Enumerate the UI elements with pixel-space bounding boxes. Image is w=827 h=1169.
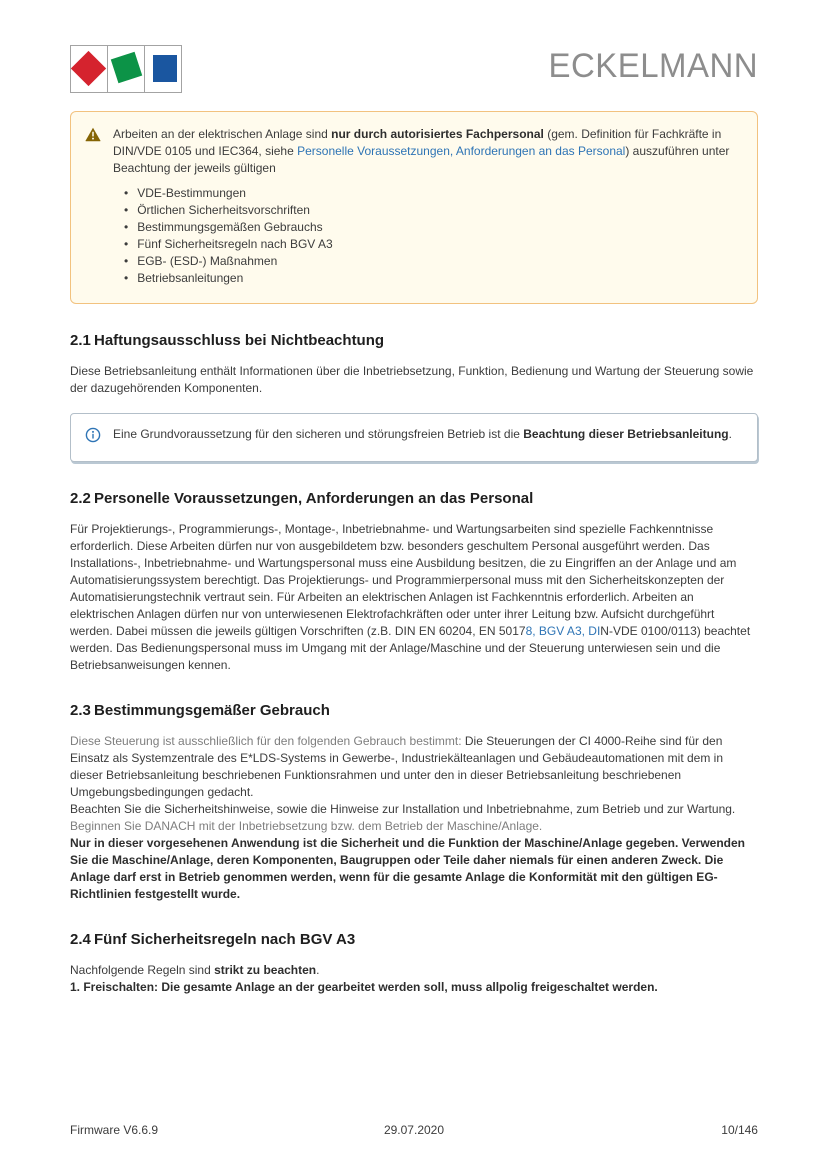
text-segment: Diese Betriebsanleitung enthält Informationen über die Inbetriebsetzung, Funktion, Bedienung und Wartung der Steuerung sowie der dazugehörenden Komponenten. xyxy=(70,364,754,395)
section-title: Fünf Sicherheitsregeln nach BGV A3 xyxy=(94,931,356,948)
section-2-1-paragraph xyxy=(70,363,758,397)
footer-page-number: 10/146 xyxy=(721,1123,758,1137)
text-segment: Eine Grundvoraussetzung für den sicheren und störungsfreien Betrieb ist die xyxy=(113,427,524,441)
text-segment: strikt zu beachten xyxy=(214,963,317,977)
section-heading-2-2 xyxy=(70,490,758,508)
logo-green-square xyxy=(111,52,143,84)
text-segment: nur durch autorisiertes Fachpersonal xyxy=(331,127,544,141)
section-title: Haftungsausschluss bei Nichtbeachtung xyxy=(94,332,385,349)
inline-link[interactable]: 8, BGV A3, DI xyxy=(525,624,601,638)
logo-blue-square xyxy=(153,55,177,82)
text-segment: Nachfolgende Regeln sind xyxy=(70,963,215,977)
info-paragraph xyxy=(113,426,743,443)
text-segment: . xyxy=(728,427,732,441)
info-circle-icon xyxy=(85,426,101,448)
section-2-2-paragraph xyxy=(70,521,758,674)
logo-red-diamond xyxy=(71,51,106,86)
bullet-item: • Betriebsanleitungen xyxy=(124,270,743,287)
warning-paragraph xyxy=(113,126,743,177)
section-heading-2-1 xyxy=(70,332,758,350)
inline-link[interactable]: Personelle Voraussetzungen, Anforderungen an das Personal xyxy=(297,144,626,158)
warning-triangle-icon xyxy=(85,126,101,287)
section-2-3-paragraph xyxy=(70,733,758,903)
section-heading-2-3 xyxy=(70,702,758,720)
bullet-item: • VDE-Bestimmungen xyxy=(124,185,743,202)
section-heading-2-4 xyxy=(70,931,758,949)
eckelmann-logo xyxy=(70,45,182,93)
section-number: 2.2 xyxy=(70,490,91,507)
section-2-4-paragraph xyxy=(70,962,758,996)
page-footer xyxy=(70,1122,758,1139)
bullet-item: • Bestimmungsgemäßen Gebrauchs xyxy=(124,219,743,236)
bullet-item: • Fünf Sicherheitsregeln nach BGV A3 xyxy=(124,236,743,253)
footer-date: 29.07.2020 xyxy=(383,1123,445,1137)
page-header xyxy=(70,45,758,93)
section-title: Bestimmungsgemäßer Gebrauch xyxy=(94,702,330,719)
warning-box-body xyxy=(113,126,743,287)
logo-cell-green xyxy=(107,45,145,93)
text-segment: Die Steuerungen der CI 4000-Reihe sind für den Einsatz als Systemzentrale des E*LDS-Systems in Gewerbe-, Industriekälteanlagen und Gebäudeautomationen mit dem in dieser Betriebsanleitung beschriebenen Funktionsrahmen und unter den in dieser Betriebsanleitung beschriebenen Umgebungsbedingungen gedacht. xyxy=(70,734,724,799)
bullet-item: • Örtlichen Sicherheitsvorschriften xyxy=(124,202,743,219)
bullet-item: • EGB- (ESD-) Maßnahmen xyxy=(124,253,743,270)
footer-firmware-version: Firmware V6.6.9 xyxy=(70,1123,159,1137)
section-number: 2.1 xyxy=(70,332,91,349)
text-segment: Arbeiten an der elektrischen Anlage sind xyxy=(113,127,332,141)
text-segment: N-VDE 0100/0113) beachtet werden. Das Bedienungspersonal muss im Umgang mit der Anlage/Maschine und der Steuerung unterwiesen sein und die Betriebsanweisungen kennen. xyxy=(70,624,751,672)
text-segment: Beginnen Sie DANACH mit der Inbetriebsetzung bzw. dem Betrieb der Maschine/Anlage. xyxy=(70,819,543,833)
section-title: Personelle Voraussetzungen, Anforderungen an das Personal xyxy=(94,490,534,507)
logo-cell-blue xyxy=(144,45,182,93)
text-segment: Diese Steuerung ist ausschließlich für den folgenden Gebrauch bestimmt: xyxy=(70,734,465,748)
text-segment: (gem. Definition für Fachkräfte in DIN/VDE 0105 und IEC364, siehe xyxy=(113,127,722,158)
section-number: 2.4 xyxy=(70,931,91,948)
text-segment: Beachtung dieser Betriebsanleitung xyxy=(523,427,729,441)
warning-bullet-list xyxy=(124,185,743,287)
info-box-body xyxy=(113,426,743,448)
brand-wordmark: ECKELMANN xyxy=(548,47,758,85)
text-segment: ) auszuführen unter Beachtung der jeweils gültigen xyxy=(113,144,730,175)
logo-cell-red xyxy=(70,45,108,93)
info-box xyxy=(70,413,758,462)
text-segment: 1. Freischalten: Die gesamte Anlage an der gearbeitet werden soll, muss allpolig freigeschaltet werden. xyxy=(70,980,658,994)
text-segment: Für Projektierungs-, Programmierungs-, Montage-, Inbetriebnahme- und Wartungsarbeiten sind spezielle Fachkenntnisse erforderlich. Diese Arbeiten dürfen nur von ausgebildetem bzw. besonders geschultem Personal ausgeführt werden. Das Installations-, Inbetriebnahme- und Wartungspersonal muss eine Ausbildung besitzen, die zu Eingriffen an der Anlage und am Automatisierungssystem berechtigt. Das Projektierungs- und Programmierpersonal muss mit den Sicherheitskonzepten der Automatisierungstechnik vertraut sein. Für Arbeiten an elektrischen Anlagen ist Fachkenntnis erforderlich. Arbeiten an elektrischen Anlagen dürfen nur von unterwiesenen Elektrofachkräften oder unter ihrer Leitung bzw. Aufsicht durchgeführt werden. Dabei müssen die jeweils gültigen Vorschriften (z.B. DIN EN 60204, EN 5017 xyxy=(70,522,737,638)
text-segment: Beachten Sie die Sicherheitshinweise, sowie die Hinweise zur Installation und Inbetriebnahme, zum Betrieb und zur Wartung. xyxy=(70,802,736,816)
text-segment: Nur in dieser vorgesehenen Anwendung ist die Sicherheit und die Funktion der Maschine/Anlage gegeben. Verwenden Sie die Maschine/Anlage, deren Komponenten, Baugruppen oder Teile daher niemals für einen anderen Zweck. Die Anlage darf erst in Betrieb genommen werden, wenn für die gesamte Anlage die Konformität mit den gültigen EG-Richtlinien festgestellt wurde. xyxy=(70,836,746,901)
section-number: 2.3 xyxy=(70,702,91,719)
warning-box xyxy=(70,111,758,304)
text-segment: . xyxy=(316,963,320,977)
